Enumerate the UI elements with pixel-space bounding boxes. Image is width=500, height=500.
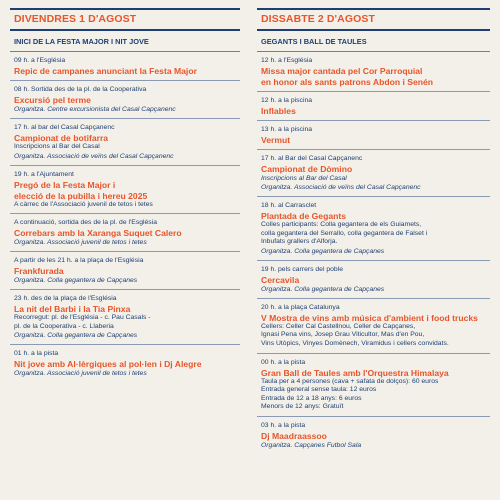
event-detail: Taula per a 4 persones (cava + safata de dolços): 60 euros (261, 377, 439, 385)
event-time: 18 h. al Carrasclet (261, 202, 317, 209)
event-item (257, 261, 490, 299)
event-detail: Colles participants: Colla gegantera de els Guiamets, (261, 221, 422, 228)
event-item (257, 197, 490, 261)
event-item (257, 299, 490, 354)
column-friday (10, 8, 240, 382)
event-title: Plantada de Gegants (261, 211, 347, 221)
event-time: 20 h. a la plaça Catalunya (261, 303, 340, 311)
event-title: elecció de la pubilla i hereu 2025 (14, 190, 148, 201)
event-list (10, 52, 240, 382)
event-detail: Inscripcions al Bar del Casal (14, 143, 100, 150)
event-time: 12 h. a la piscina (261, 97, 313, 104)
event-item (257, 354, 490, 417)
event-item (257, 150, 490, 197)
event-title: Campionat de Dòmino (261, 164, 353, 174)
event-title: Inflables (261, 106, 296, 116)
event-list (257, 52, 490, 454)
event-organizer: Organitza. Colla gegantera de Capçanes (14, 277, 138, 285)
event-item (257, 52, 490, 92)
event-time: 23 h. des de la plaça de l'Església (14, 295, 117, 303)
event-item (257, 417, 490, 454)
event-item (10, 166, 240, 215)
event-time: 17 h. al bar del Casal Capçanenc (14, 124, 115, 131)
event-title: Missa major cantada pel Cor Parroquial (261, 66, 423, 76)
event-time: 12 h. a l'Església (261, 57, 313, 64)
event-time: 19 h. pels carrers del poble (261, 265, 343, 273)
event-time: 08 h. Sortida des de la pl. de la Cooperativa (14, 86, 147, 93)
event-detail: pl. de la Cooperativa - c. Llaberia (14, 322, 114, 330)
event-title: La nit del Barbi i la Tia Pinxa (14, 304, 131, 315)
event-title: Gran Ball de Taules amb l'Orquestra Himalaya (261, 367, 449, 378)
event-item (10, 119, 240, 166)
event-title: Repic de campanes anunciant la Festa Major (14, 66, 197, 76)
event-item (10, 252, 240, 290)
event-time: 19 h. a l'Ajuntament (14, 170, 74, 178)
event-title: Vermut (261, 135, 291, 145)
event-title: Campionat de botifarra (14, 133, 109, 143)
event-detail: Ignasi Pena vins, Josep Grau Viticultor, Mas d'en Pou, (261, 331, 425, 339)
event-organizer: Organitza. Associació de veïns del Casal Capçanenc (261, 184, 421, 191)
day-title: DISSABTE 2 D'AGOST (257, 8, 490, 31)
event-title: Frankfurada (14, 266, 64, 277)
event-organizer: Organitza. Colla gegantera de Capçanes (14, 332, 138, 340)
event-detail: Menors de 12 anys: Gratuït (261, 403, 344, 411)
event-item (10, 52, 240, 81)
day-subtitle: INICI DE LA FESTA MAJOR I NIT JOVE (10, 31, 240, 52)
event-time: 03 h. a la pista (261, 421, 306, 429)
event-organizer: Organitza. Associació de veïns del Casal Capçanenc (14, 152, 174, 160)
event-detail: A càrrec de l'Associació juvenil de tetos i tetes (14, 200, 153, 208)
event-title: Pregó de la Festa Major i (14, 179, 116, 190)
event-title: en honor als sants patrons Abdon i Senén (261, 77, 434, 87)
event-item (257, 121, 490, 150)
event-time: 00 h. a la pista (261, 358, 306, 366)
event-detail: Entrada general sense taula: 12 euros (261, 386, 377, 394)
event-detail: colla gegantera del Serrallo, colla gegantera de Falset i (261, 229, 428, 237)
event-time: A partir de les 21 h. a la plaça de l'Església (14, 257, 144, 265)
event-time: A continuació, sortida des de la pl. de l'Església (14, 219, 157, 227)
event-detail: Cellers: Celler Cal Castellnou, Celler de Capçanes, (261, 322, 416, 330)
event-time: 17 h. al Bar del Casal Capçanenc (261, 155, 363, 162)
event-organizer: Organitza. Centre excursionista del Casal Capçanenc (14, 106, 176, 113)
event-title: Cercavila (261, 274, 300, 285)
event-item (10, 214, 240, 252)
day-title: DIVENDRES 1 D'AGOST (10, 8, 240, 31)
event-organizer: Organitza. Capçanes Futbol Sala (261, 441, 362, 449)
event-title: Nit jove amb Al·lèrgiques al pol·len i Dj Alegre (14, 359, 202, 370)
event-item (10, 290, 240, 345)
event-detail: Inbufats grallers d'Alforja. (261, 238, 338, 246)
event-detail: Entrada de 12 a 18 anys: 6 euros (261, 394, 362, 402)
event-title: V Mostra de vins amb música d'ambient i food trucks (261, 312, 478, 323)
event-organizer: Organitza. Associació juvenil de tetos i tetes (14, 370, 147, 378)
event-title: Excursió pel terme (14, 95, 91, 105)
event-detail: Recorregut: pl. de l'Església - c. Pau Casals - (14, 314, 151, 322)
day-subtitle: GEGANTS I BALL DE TAULES (257, 31, 490, 52)
event-item (257, 92, 490, 121)
column-saturday (257, 8, 490, 454)
event-title: Dj Maadraassoo (261, 430, 327, 441)
event-item (10, 345, 240, 382)
event-detail: Vins Utòpics, Vinyes Domènech, Viramidus i cellers convidats. (261, 339, 449, 347)
event-title: Correbars amb la Xaranga Suquet Calero (14, 228, 182, 239)
event-organizer: Organitza. Colla gegantera de Capçanes (261, 285, 385, 293)
event-time: 13 h. a la piscina (261, 126, 313, 133)
event-organizer: Organitza. Colla gegantera de Capçanes (261, 247, 385, 255)
event-organizer: Inscripcions al Bar del Casal (261, 175, 347, 182)
event-item (10, 81, 240, 119)
event-time: 09 h. a l'Església (14, 57, 66, 64)
event-time: 01 h. a la pista (14, 350, 59, 358)
event-organizer: Organitza. Associació juvenil de tetos i tetes (14, 239, 147, 247)
